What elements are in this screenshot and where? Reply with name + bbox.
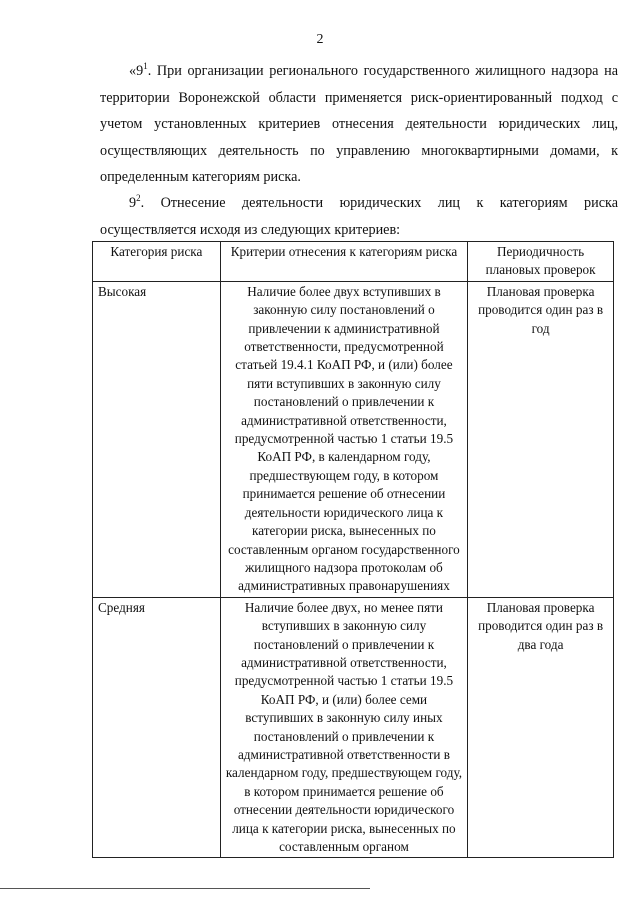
header-criteria: Критерии отнесения к категориям риска	[220, 242, 467, 282]
scan-edge-line	[0, 888, 370, 889]
header-category: Категория риска	[93, 242, 221, 282]
paragraph-text: . При организации регионального государственного жилищного надзора на территории Воронежской области применяется риск-ориентированный подход с учетом установленных критериев отнесения деятельности юридических лиц, осуществляющих деятельность по управлению многоквартирными домами, к определенным категориям риска.	[100, 63, 618, 185]
clause-number: 9	[129, 195, 137, 211]
table-header-row	[93, 242, 614, 282]
clause-superscript: 1	[143, 61, 148, 71]
risk-category-table	[92, 241, 614, 858]
table-row	[93, 281, 614, 597]
paragraph-text: . Отнесение деятельности юридических лиц к категориям риска осуществляется исходя из следующих критериев:	[100, 195, 618, 238]
header-periodicity: Периодичность плановых проверок	[468, 242, 614, 282]
cell-category: Высокая	[93, 281, 221, 597]
clause-number: «9	[129, 63, 144, 79]
cell-criteria: Наличие более двух вступивших в законную силу постановлений о привлечении к административной ответственности, предусмотренной статьей 19.4.1 КоАП РФ, и (или) более пяти вступивших в законную силу постановлений о привлечении к административной ответственности, предусмотренной частью 1 статьи 19.5 КоАП РФ, в календарном году, предшествующем году, в котором принимается решение об отнесении деятельности юридического лица к категории риска, вынесенных по составленным органом государственного жилищного надзора протоколам об административных правонарушениях	[220, 281, 467, 597]
cell-category: Средняя	[93, 597, 221, 858]
cell-periodicity: Плановая проверка проводится один раз в год	[468, 281, 614, 597]
paragraph-risk-criteria	[100, 190, 618, 243]
cell-criteria: Наличие более двух, но менее пяти вступивших в законную силу постановлений о привлечении к административной ответственности, предусмотренной частью 1 статьи 19.5 КоАП РФ, и (или) более семи вступивших в законную силу иных постановлений о привлечении к административной ответственности в календарном году, предшествующем году, в котором принимается решение об отнесении деятельности юридического лица к категории риска, вынесенных по составленным органом	[220, 597, 467, 858]
page-number: 2	[316, 32, 324, 47]
clause-superscript: 2	[136, 193, 141, 203]
table-row	[93, 597, 614, 858]
paragraph-risk-approach	[100, 58, 618, 191]
cell-periodicity: Плановая проверка проводится один раз в два года	[468, 597, 614, 858]
